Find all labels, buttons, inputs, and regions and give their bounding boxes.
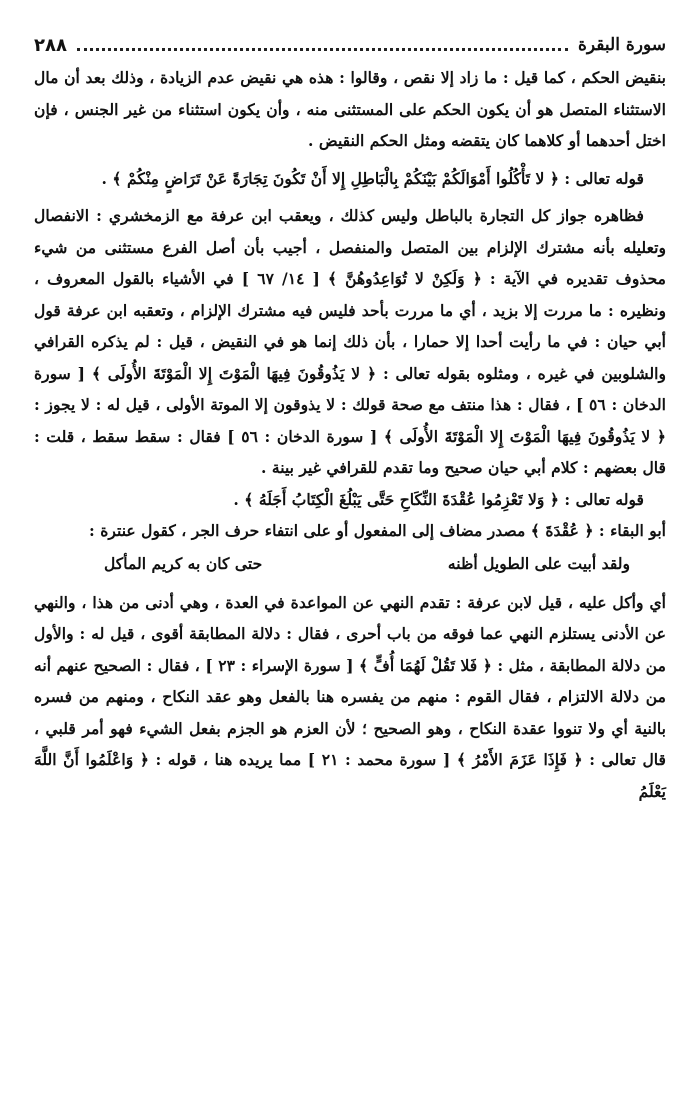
poetry-verse xyxy=(34,547,666,581)
paragraph-4: قوله تعالى : ﴿ وَلا تَعْزِمُوا عُقْدَةَ النِّكَاحِ حَتَّى يَبْلُغَ الْكِتَابُ أَجَلَهُ ﴾ . xyxy=(233,489,644,509)
surah-title: سورة البقرة xyxy=(578,35,666,55)
paragraph-2: قوله تعالى : ﴿ لا تَأْكُلُوا أَمْوَالَكُمْ بَيْنَكُمْ بِالْبَاطِلِ إِلا أَنْ تَكُونَ تِجَارَةً عَنْ تَرَاضٍ مِنْكُمْ ﴾ . xyxy=(101,168,644,188)
paragraph-6: أي وأكل عليه ، قيل لابن عرفة : تقدم النهي عن المواعدة في العدة ، وهي أدنى من هذا ، والنهي عن الأدنى يستلزم النهي عما فوقه من باب أحرى ، فقال : دلالة المطابقة أقوى ، قيل له : والأول من دلالة المطابقة ، مثل : ﴿ فَلا تَقُلْ لَهُمَا أُفٍّ ﴾ [ سورة الإسراء : ٢٣ ] ، فقال : الصحيح عنهم أنه من دلالة الالتزام ، فقال القوم : منهم من يفسره هنا بالفعل وهو عقد النكاح ، ومنهم من فسره بالنية أي ولا تنووا عقدة النكاح ، وهو الصحيح ؛ لأن العزم هو الجزم بفعل الشيء فهو أمر قلبي ، قال تعالى : ﴿ فَإِذَا عَزَمَ الأَمْرُ ﴾ [ سورة محمد : ٢١ ] مما يريده هنا ، قوله : ﴿ وَاعْلَمُوا أَنَّ اللَّهَ يَعْلَمُ xyxy=(34,592,666,801)
paragraph-3: فظاهره جواز كل التجارة بالباطل وليس كذلك ، ويعقب ابن عرفة مع الزمخشري : الانفصال وتعليله بأنه مشترك الإلزام بين المتصل والمنفصل ، أجيب بأن أصل الفرع مستثنى من شيء محذوف تقديره في الآية : ﴿ وَلَكِنْ لا تُوَاعِدُوهُنَّ ﴾ [ ١٤/ ٦٧ ] في الأشياء بالقول المعروف ، ونظيره : ما مررت إلا بزيد ، أي ما مررت بأحد فليس فيه مشترك الإلزام ، وتعقبه ابن عرفة قول أبي حيان : في ما رأيت أحدا إلا حمارا ، بأن ذلك إنما هو في النقيض ، قيل : لم يذكره القرافي والشلوبين في غيره ، ومثلوه بقوله تعالى : ﴿ لا يَذُوقُونَ فِيهَا الْمَوْتَ إِلا الْمَوْتَةَ الأُولَى ﴾ [ سورة الدخان : ٥٦ ] ، فقال : هذا منتف مع صحة قولك : لا يذوقون إلا الموتة الأولى ، قيل له : لا يجوز : ﴿ لا يَذُوقُونَ فِيهَا الْمَوْتَ إِلا الْمَوْتَةَ الأُولَى ﴾ [ سورة الدخان : ٥٦ ] فقال : سقط سقط ، قلت : قال بعضهم : كلام أبي حيان صحيح وما تقدم للقرافي غير بينة . xyxy=(34,206,666,477)
paragraph-1: بنقيض الحكم ، كما قيل : ما زاد إلا نقص ، وقالوا : هذه هي نقيض عدم الزيادة ، وذلك بعد أن مال الاستثناء المتصل هو أن يكون الحكم على المستثنى منه ، وأن يكون استثناء من غير الجنس ، فإن اختل أحدهما أو كلاهما كان يتقضه ومثل الحكم النقيض . xyxy=(34,68,666,150)
page-header xyxy=(34,28,666,62)
header-dotted-rule xyxy=(77,48,568,51)
page-body xyxy=(34,62,666,807)
paragraph-5: أبو البقاء : ﴿ عُقْدَةَ ﴾ مصدر مضاف إلى المفعول أو على انتفاء حرف الجر ، كقول عنترة : xyxy=(89,521,666,540)
book-page xyxy=(34,28,666,1088)
page-number: ٢٨٨ xyxy=(34,34,67,56)
verse-second-hemistich: حتى كان به كريم المأكل xyxy=(104,553,263,573)
verse-first-hemistich: ولقد أبيت على الطويل أظنه xyxy=(447,553,630,573)
